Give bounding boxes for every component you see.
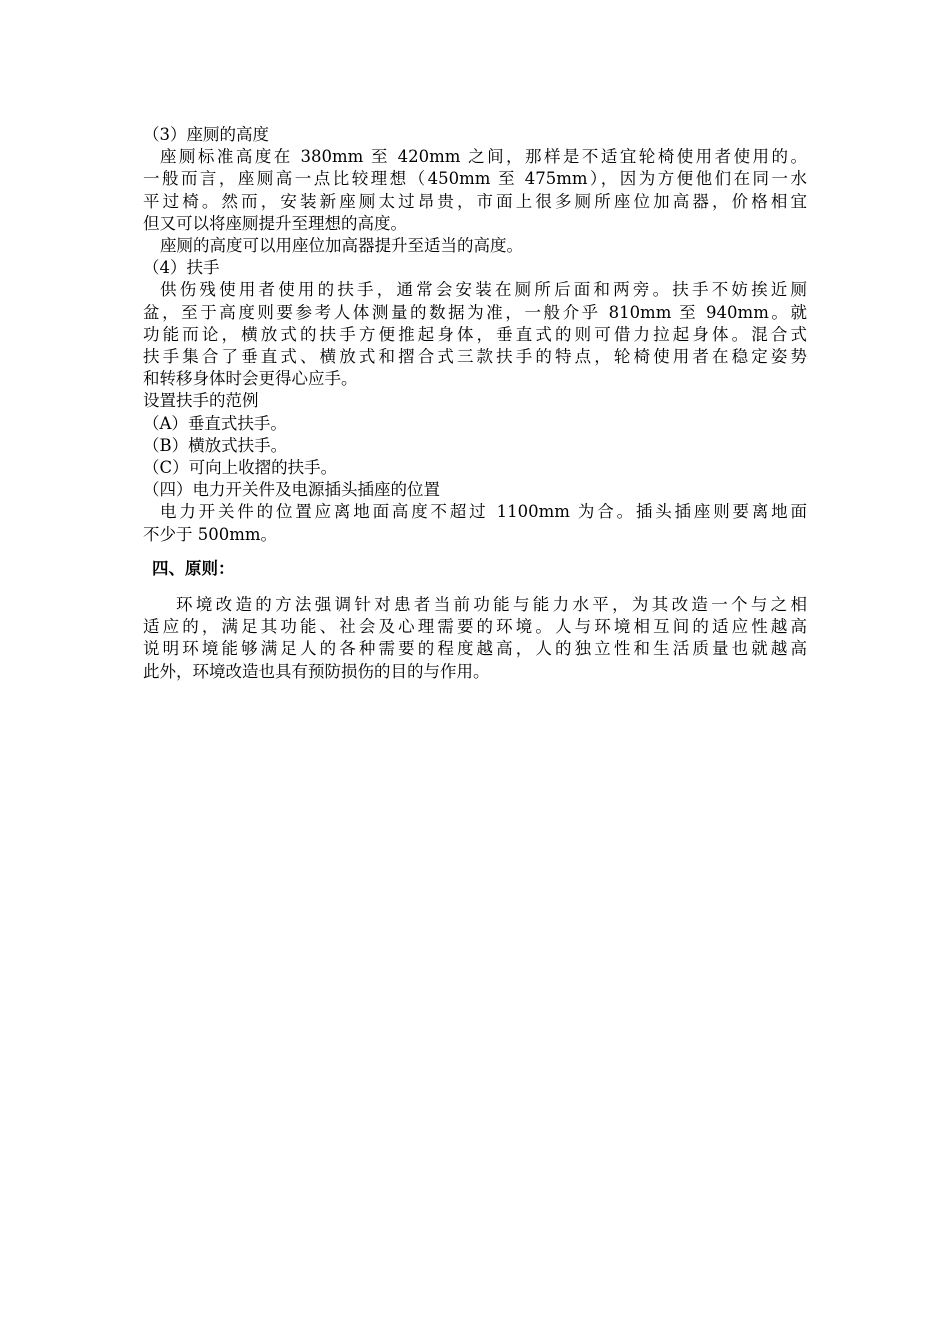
text-line: 此外，环境改造也具有预防损伤的目的与作用。 — [143, 661, 490, 681]
list-item: （B）横放式扶手。 — [143, 435, 288, 455]
section-3-paragraph-1 — [143, 146, 807, 235]
text-line: 适应的，满足其功能、社会及心理需要的环境。人与环境相互间的适应性越高 — [143, 617, 807, 637]
list-item: （A）垂直式扶手。 — [143, 413, 287, 433]
text-line: 座厕标准高度在 380mm 至 420mm 之间，那样是不适宜轮椅使用者使用的。 — [160, 147, 807, 167]
text-line: 环境改造的方法强调针对患者当前功能与能力水平，为其改造一个与之相 — [176, 595, 807, 615]
document-page — [143, 124, 807, 683]
text-line: 但又可以将座厕提升至理想的高度。 — [143, 213, 407, 233]
text-line: 和转移身体时会更得心应手。 — [143, 369, 358, 389]
handrail-examples-title: 设置扶手的范例 — [143, 391, 259, 411]
section-3-paragraph-2: 座厕的高度可以用座位加高器提升至适当的高度。 — [160, 236, 523, 256]
text-line: 盆，至于高度则要参考人体测量的数据为准，一般介乎 810mm 至 940mm。就 — [143, 302, 807, 322]
power-section-paragraph — [143, 501, 807, 545]
section-4-title: （4）扶手 — [143, 258, 220, 278]
handrail-examples-list — [143, 413, 807, 480]
text-line: 平过椅。然而，安装新座厕太过昂贵，市面上很多厕所座位加高器，价格相宜 — [143, 191, 807, 211]
power-section-title: （四）电力开关件及电源插头插座的位置 — [143, 480, 440, 500]
text-line: 一般而言，座厕高一点比较理想（450mm 至 475mm），因为方便他们在同一水 — [143, 169, 807, 189]
text-line: 不少于 500mm。 — [143, 524, 278, 544]
text-line: 扶手集合了垂直式、横放式和摺合式三款扶手的特点，轮椅使用者在稳定姿势 — [143, 347, 807, 367]
text-line: 功能而论，横放式的扶手方便推起身体，垂直式的则可借力拉起身体。混合式 — [143, 324, 807, 344]
text-line: 电力开关件的位置应离地面高度不超过 1100mm 为合。插头插座则要离地面 — [160, 502, 807, 522]
section-4-paragraph-1 — [143, 279, 807, 390]
text-line: 供伤残使用者使用的扶手，通常会安装在厕所后面和两旁。扶手不妨挨近厕 — [160, 280, 807, 300]
text-line: 说明环境能够满足人的各种需要的程度越高，人的独立性和生活质量也就越高 — [143, 639, 807, 659]
principles-heading: 四、原则： — [152, 558, 235, 578]
section-3-title: （3）座厕的高度 — [143, 125, 269, 144]
list-item: （C）可向上收摺的扶手。 — [143, 458, 338, 478]
principles-paragraph — [143, 594, 807, 683]
